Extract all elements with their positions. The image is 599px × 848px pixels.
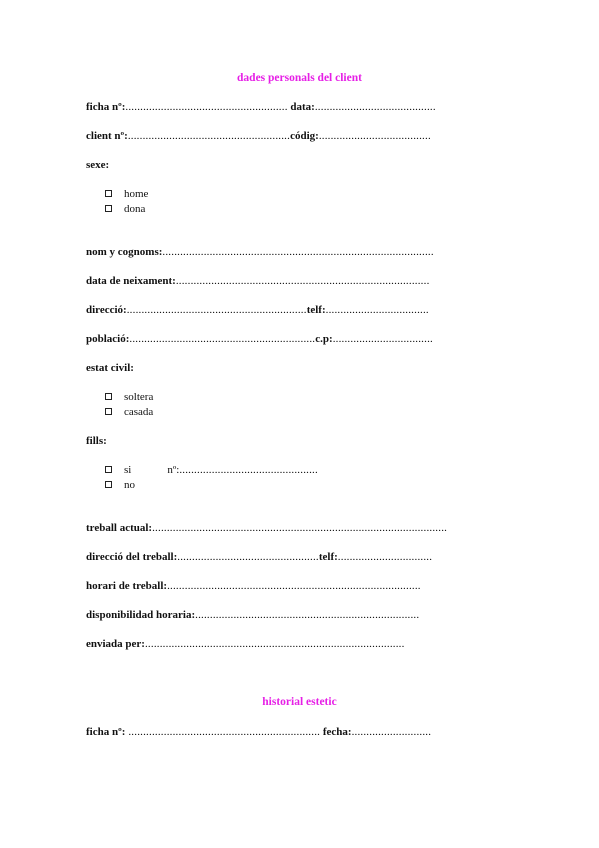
field-blank: .................................. xyxy=(332,333,433,345)
field-label: ficha nº: xyxy=(86,101,126,113)
option-casada[interactable] xyxy=(105,406,153,419)
section-title-history: historial estetic xyxy=(262,696,337,708)
field-label: disponibilidad horaria: xyxy=(86,609,196,621)
field-poblacio[interactable] xyxy=(86,333,433,346)
field-blank: ................................................................. xyxy=(125,726,321,738)
checkbox-icon[interactable] xyxy=(105,481,112,488)
option-no[interactable] xyxy=(105,479,135,492)
field-label: códig: xyxy=(290,130,319,142)
checkbox-icon[interactable] xyxy=(105,466,112,473)
field-label: client nº: xyxy=(86,130,128,142)
option-dona[interactable] xyxy=(105,203,145,216)
field-blank: ......................................... xyxy=(314,101,436,113)
field-blank: ....................................................... xyxy=(125,101,288,113)
field-label: fills: xyxy=(86,435,107,447)
option-label: casada xyxy=(124,406,154,418)
field-estat-civil-label xyxy=(86,362,134,375)
field-horari[interactable] xyxy=(86,580,421,593)
field-label: telf: xyxy=(306,304,326,316)
field-blank: ............................................................... xyxy=(129,333,316,345)
checkbox-icon[interactable] xyxy=(105,205,112,212)
field-label: ficha nº: xyxy=(86,726,126,738)
option-label: soltera xyxy=(124,391,154,403)
field-label: sexe: xyxy=(86,159,110,171)
field-fills-label xyxy=(86,435,107,448)
field-label: direcció: xyxy=(86,304,127,316)
field-label: nom y cognoms: xyxy=(86,246,163,258)
field-label: enviada per: xyxy=(86,638,145,650)
checkbox-icon[interactable] xyxy=(105,393,112,400)
field-blank: ................................................ xyxy=(177,551,319,563)
field-direccio-treball[interactable] xyxy=(86,551,432,564)
field-treball-actual[interactable] xyxy=(86,522,447,535)
field-blank: ........................... xyxy=(351,726,432,738)
field-label: horari de treball: xyxy=(86,580,168,592)
checkbox-icon[interactable] xyxy=(105,190,112,197)
children-count-label: nº: xyxy=(167,464,180,476)
option-label: dona xyxy=(124,203,146,215)
option-label: no xyxy=(124,479,135,491)
field-blank: ............................................................. xyxy=(126,304,307,316)
field-label: treball actual: xyxy=(86,522,153,534)
field-blank: ...................................... xyxy=(318,130,431,142)
field-ficha[interactable] xyxy=(86,101,436,114)
field-label: direcció del treball: xyxy=(86,551,178,563)
field-disponibilitat[interactable] xyxy=(86,609,419,622)
field-enviada[interactable] xyxy=(86,638,405,651)
option-label: si xyxy=(124,464,132,476)
option-label: home xyxy=(124,188,149,200)
field-blank: ................................ xyxy=(337,551,433,563)
option-si[interactable] xyxy=(105,464,318,477)
option-soltera[interactable] xyxy=(105,391,153,404)
field-label: estat civil: xyxy=(86,362,134,374)
checkbox-icon[interactable] xyxy=(105,408,112,415)
field-blank: ................................... xyxy=(325,304,429,316)
option-home[interactable] xyxy=(105,188,148,201)
field-ficha-history[interactable] xyxy=(86,726,431,739)
field-label: c.p: xyxy=(315,333,333,345)
field-blank: ............................................................................................ xyxy=(162,246,434,258)
field-label: data de neixament: xyxy=(86,275,176,287)
field-blank: ............................................................................ xyxy=(195,609,420,621)
field-nom[interactable] xyxy=(86,246,434,259)
field-data-neixament[interactable] xyxy=(86,275,430,288)
field-blank: ...................................................................................... xyxy=(175,275,430,287)
field-client[interactable] xyxy=(86,130,431,143)
field-label: fecha: xyxy=(322,726,352,738)
field-blank: ....................................................... xyxy=(127,130,291,142)
field-label: població: xyxy=(86,333,130,345)
field-label: data: xyxy=(290,101,315,113)
field-label: telf: xyxy=(318,551,338,563)
field-blank: ...................................................................................... xyxy=(167,580,421,592)
field-blank: .................................................................................................... xyxy=(152,522,448,534)
field-direccio[interactable] xyxy=(86,304,429,317)
field-blank: ............................................... xyxy=(179,464,318,476)
field-blank: ........................................................................................ xyxy=(144,638,405,650)
section-title-personal-data: dades personals del client xyxy=(237,72,362,84)
field-sexe-label xyxy=(86,159,109,172)
